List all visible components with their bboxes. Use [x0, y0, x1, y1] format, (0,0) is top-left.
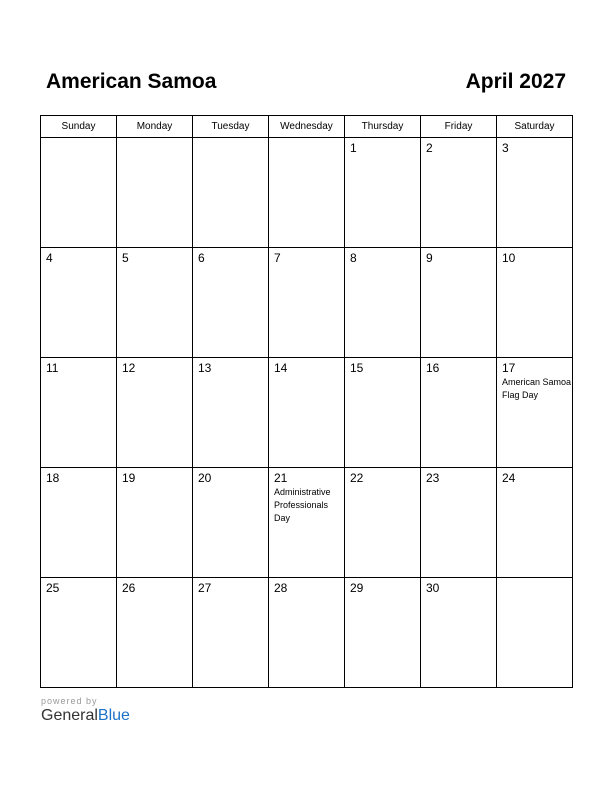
day-cell: [193, 578, 269, 688]
month-year-title: April 2027: [465, 70, 566, 93]
empty-day-cell: [269, 138, 345, 248]
day-number: 3: [502, 141, 509, 155]
empty-day-cell: [41, 138, 117, 248]
day-number: 8: [350, 251, 357, 265]
day-cell: [269, 358, 345, 468]
day-cell: [345, 578, 421, 688]
day-cell: [41, 248, 117, 358]
day-number: 6: [198, 251, 205, 265]
day-cell: [269, 248, 345, 358]
weekday-header-row: [41, 116, 573, 138]
day-number: 28: [274, 581, 288, 595]
day-number: 9: [426, 251, 433, 265]
day-cell: [345, 138, 421, 248]
day-number: 19: [122, 471, 136, 485]
calendar-grid: [40, 115, 573, 688]
weekday-thursday: Thursday: [345, 116, 421, 138]
day-number: 12: [122, 361, 136, 375]
day-cell: [269, 468, 345, 578]
week-row: [41, 578, 573, 688]
day-cell: [117, 248, 193, 358]
day-cell: [193, 468, 269, 578]
empty-day-cell: [497, 578, 573, 688]
brand-general: General: [41, 707, 98, 724]
day-number: 14: [274, 361, 288, 375]
day-cell: [421, 248, 497, 358]
day-cell: [345, 248, 421, 358]
weekday-monday: Monday: [117, 116, 193, 138]
day-number: 10: [502, 251, 516, 265]
brand-logo: [41, 707, 130, 725]
day-number: 22: [350, 471, 364, 485]
day-cell: [117, 468, 193, 578]
day-number: 15: [350, 361, 364, 375]
day-cell: [421, 468, 497, 578]
weekday-wednesday: Wednesday: [269, 116, 345, 138]
region-title: American Samoa: [46, 70, 217, 93]
day-number: 25: [46, 581, 60, 595]
day-cell: [421, 578, 497, 688]
day-cell: [497, 358, 573, 468]
day-cell: [41, 468, 117, 578]
holiday-label: Administrative Professionals Day: [274, 487, 331, 523]
weekday-friday: Friday: [421, 116, 497, 138]
day-number: 4: [46, 251, 53, 265]
day-cell: [117, 578, 193, 688]
day-number: 23: [426, 471, 440, 485]
empty-day-cell: [117, 138, 193, 248]
day-cell: [421, 138, 497, 248]
day-cell: [421, 358, 497, 468]
weekday-saturday: Saturday: [497, 116, 573, 138]
holiday-label: American Samoa Flag Day: [502, 377, 572, 400]
day-number: 7: [274, 251, 281, 265]
day-number: 26: [122, 581, 136, 595]
day-number: 17: [502, 361, 516, 375]
day-cell: [269, 578, 345, 688]
day-cell: [345, 468, 421, 578]
day-number: 20: [198, 471, 212, 485]
day-number: 5: [122, 251, 129, 265]
empty-day-cell: [193, 138, 269, 248]
day-cell: [497, 468, 573, 578]
day-number: 2: [426, 141, 433, 155]
day-number: 27: [198, 581, 212, 595]
week-row: [41, 468, 573, 578]
footer: [41, 696, 130, 725]
day-number: 24: [502, 471, 516, 485]
brand-blue: Blue: [97, 707, 130, 724]
day-cell: [193, 358, 269, 468]
powered-by-text: powered by: [41, 696, 98, 706]
day-cell: [497, 138, 573, 248]
day-number: 13: [198, 361, 212, 375]
day-cell: [193, 248, 269, 358]
day-number: 11: [46, 361, 59, 375]
weekday-tuesday: Tuesday: [193, 116, 269, 138]
day-number: 18: [46, 471, 60, 485]
weekday-sunday: Sunday: [41, 116, 117, 138]
week-row: [41, 138, 573, 248]
day-number: 29: [350, 581, 364, 595]
day-cell: [345, 358, 421, 468]
day-cell: [497, 248, 573, 358]
day-number: 21: [274, 471, 288, 485]
day-cell: [41, 358, 117, 468]
day-number: 1: [350, 141, 357, 155]
day-cell: [117, 358, 193, 468]
week-row: [41, 248, 573, 358]
day-number: 30: [426, 581, 440, 595]
day-cell: [41, 578, 117, 688]
week-row: [41, 358, 573, 468]
day-number: 16: [426, 361, 440, 375]
